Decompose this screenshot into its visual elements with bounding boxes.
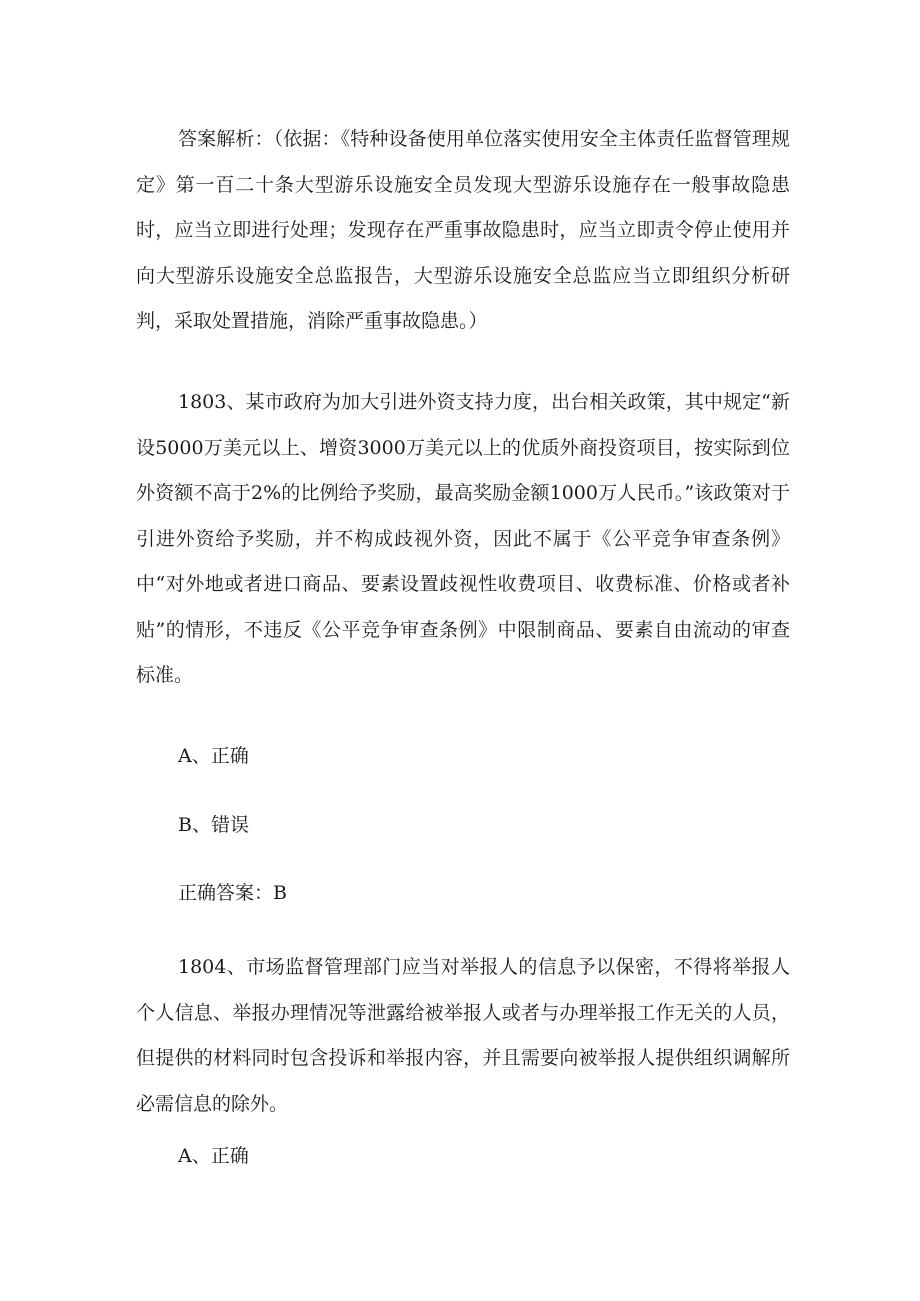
question-1803-option-b: B、错误 [178, 814, 249, 836]
question-1803-answer: 正确答案：B [178, 882, 287, 904]
question-1804-option-a: A、正确 [178, 1145, 249, 1167]
question-1804-text: 1804、市场监督管理部门应当对举报人的信息予以保密，不得将举报人个人信息、举报办理情况等泄露给被举报人或者与办理举报工作无关的人员，但提供的材料同时包含投诉和举报内容，并且需要向被举报人提供组织调解所必需信息的除外。 [136, 956, 790, 1115]
question-1803-option-a: A、正确 [178, 745, 249, 767]
answer-analysis-1802: 答案解析：（依据：《特种设备使用单位落实使用安全主体责任监督管理规定》第一百二十条大型游乐设施安全员发现大型游乐设施存在一般事故隐患时，应当立即进行处理；发现存在严重事故隐患时，应当立即责令停止使用并向大型游乐设施安全总监报告，大型游乐设施安全总监应当立即组织分析研判，采取处置措施，消除严重事故隐患。） [136, 128, 790, 332]
question-1803-text: 1803、某市政府为加大引进外资支持力度，出台相关政策，其中规定“新设5000万美元以上、增资3000万美元以上的优质外商投资项目，按实际到位外资额不高于2%的比例给予奖励，最高奖励金额1000万人民币。”该政策对于引进外资给予奖励，并不构成歧视外资，因此不属于《公平竞争审查条例》中“对外地或者进口商品、要素设置歧视性收费项目、收费标准、价格或者补贴”的情形，不违反《公平竞争审查条例》中限制商品、要素自由流动的审查标准。 [136, 391, 790, 686]
